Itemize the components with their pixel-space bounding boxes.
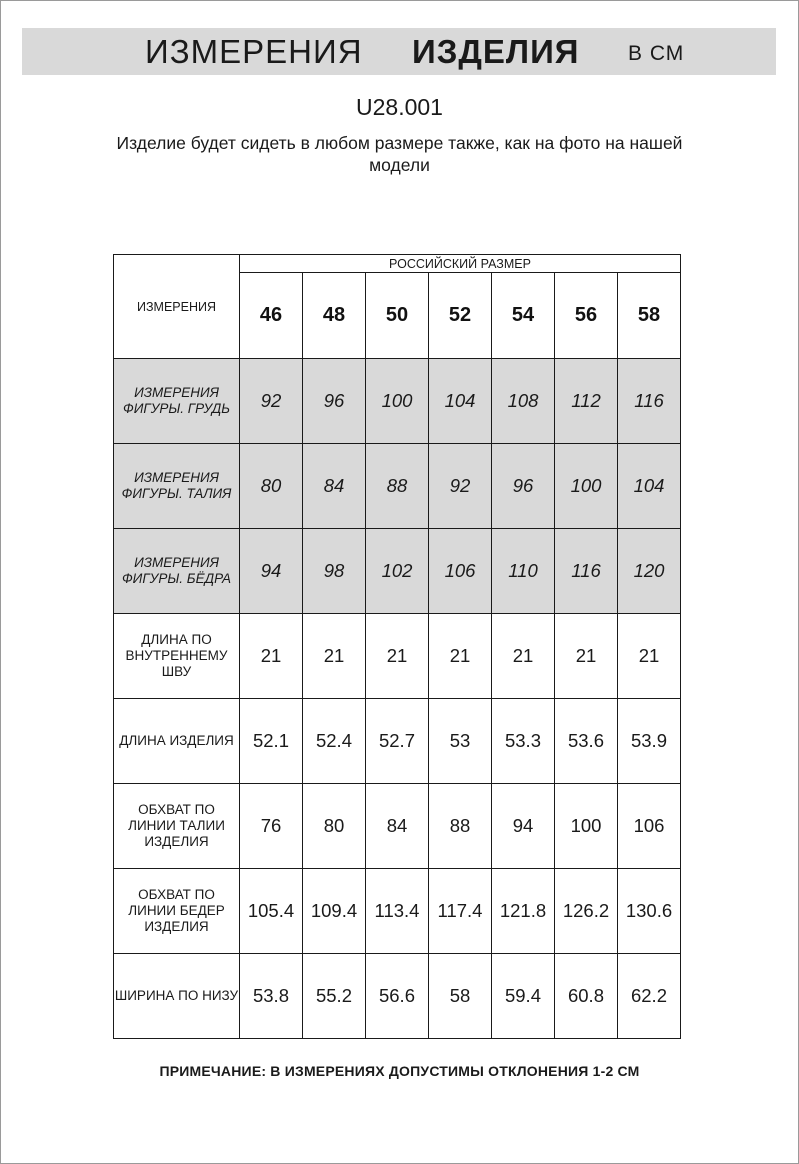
row-label: ИЗМЕРЕНИЯ ФИГУРЫ. БЁДРА <box>114 529 240 614</box>
table-cell: 100 <box>555 784 618 869</box>
table-cell: 116 <box>618 359 681 444</box>
table-cell: 56.6 <box>366 954 429 1039</box>
row-label: ИЗМЕРЕНИЯ ФИГУРЫ. ГРУДЬ <box>114 359 240 444</box>
header-unit: В СМ <box>628 42 685 65</box>
table-cell: 60.8 <box>555 954 618 1039</box>
table-cell: 116 <box>555 529 618 614</box>
table-cell: 80 <box>303 784 366 869</box>
table-cell: 120 <box>618 529 681 614</box>
size-header-cell: 54 <box>492 273 555 359</box>
table-cell: 108 <box>492 359 555 444</box>
table-cell: 84 <box>303 444 366 529</box>
row-label: ШИРИНА ПО НИЗУ <box>114 954 240 1039</box>
table-cell: 52.4 <box>303 699 366 784</box>
table-cell: 21 <box>366 614 429 699</box>
table-cell: 88 <box>429 784 492 869</box>
header-title-measurements: ИЗМЕРЕНИЯ <box>145 33 363 70</box>
table-cell: 53.6 <box>555 699 618 784</box>
table-row <box>114 614 681 699</box>
table-cell: 113.4 <box>366 869 429 954</box>
table-row <box>114 869 681 954</box>
table-cell: 59.4 <box>492 954 555 1039</box>
table-group-header-row <box>114 255 681 273</box>
table-cell: 98 <box>303 529 366 614</box>
table-cell: 92 <box>240 359 303 444</box>
table-cell: 88 <box>366 444 429 529</box>
table-row <box>114 359 681 444</box>
table-cell: 62.2 <box>618 954 681 1039</box>
table-row <box>114 444 681 529</box>
table-cell: 130.6 <box>618 869 681 954</box>
table-cell: 112 <box>555 359 618 444</box>
table-cell: 21 <box>240 614 303 699</box>
size-header-cell: 46 <box>240 273 303 359</box>
header-title-product: ИЗДЕЛИЯ <box>412 33 580 70</box>
table-cell: 100 <box>555 444 618 529</box>
table-cell: 52.1 <box>240 699 303 784</box>
table-cell: 117.4 <box>429 869 492 954</box>
article-number: U28.001 <box>356 94 443 120</box>
row-label: ДЛИНА ИЗДЕЛИЯ <box>114 699 240 784</box>
table-cell: 76 <box>240 784 303 869</box>
row-label: ОБХВАТ ПО ЛИНИИ БЕДЕР ИЗДЕЛИЯ <box>114 869 240 954</box>
row-label: ДЛИНА ПО ВНУТРЕННЕМУ ШВУ <box>114 614 240 699</box>
table-row <box>114 529 681 614</box>
table-cell: 53 <box>429 699 492 784</box>
row-label: ОБХВАТ ПО ЛИНИИ ТАЛИИ ИЗДЕЛИЯ <box>114 784 240 869</box>
size-header-cell: 58 <box>618 273 681 359</box>
tolerance-note: ПРИМЕЧАНИЕ: В ИЗМЕРЕНИЯХ ДОПУСТИМЫ ОТКЛОНЕНИЯ 1-2 СМ <box>159 1063 640 1079</box>
table-cell: 52.7 <box>366 699 429 784</box>
size-header-cell: 56 <box>555 273 618 359</box>
size-chart-table <box>113 254 681 1039</box>
table-cell: 53.3 <box>492 699 555 784</box>
table-cell: 105.4 <box>240 869 303 954</box>
table-cell: 58 <box>429 954 492 1039</box>
table-cell: 126.2 <box>555 869 618 954</box>
table-cell: 109.4 <box>303 869 366 954</box>
table-cell: 92 <box>429 444 492 529</box>
table-cell: 94 <box>492 784 555 869</box>
table-cell: 104 <box>429 359 492 444</box>
table-cell: 104 <box>618 444 681 529</box>
table-cell: 21 <box>303 614 366 699</box>
table-cell: 21 <box>492 614 555 699</box>
table-cell: 110 <box>492 529 555 614</box>
table-cell: 84 <box>366 784 429 869</box>
table-cell: 80 <box>240 444 303 529</box>
table-row <box>114 784 681 869</box>
table-cell: 121.8 <box>492 869 555 954</box>
fit-description: Изделие будет сидеть в любом размере также, как на фото на нашей модели <box>116 133 683 175</box>
corner-label: ИЗМЕРЕНИЯ <box>114 255 240 359</box>
table-cell: 21 <box>618 614 681 699</box>
table-cell: 96 <box>492 444 555 529</box>
table-row <box>114 954 681 1039</box>
table-cell: 106 <box>429 529 492 614</box>
size-header-cell: 50 <box>366 273 429 359</box>
group-label-russian-size: РОССИЙСКИЙ РАЗМЕР <box>240 255 681 273</box>
table-cell: 94 <box>240 529 303 614</box>
table-cell: 21 <box>429 614 492 699</box>
table-cell: 53.8 <box>240 954 303 1039</box>
table-cell: 21 <box>555 614 618 699</box>
size-header-cell: 48 <box>303 273 366 359</box>
table-cell: 55.2 <box>303 954 366 1039</box>
table-cell: 53.9 <box>618 699 681 784</box>
table-cell: 106 <box>618 784 681 869</box>
table-row <box>114 699 681 784</box>
table-cell: 96 <box>303 359 366 444</box>
row-label: ИЗМЕРЕНИЯ ФИГУРЫ. ТАЛИЯ <box>114 444 240 529</box>
table-cell: 100 <box>366 359 429 444</box>
size-header-cell: 52 <box>429 273 492 359</box>
table-cell: 102 <box>366 529 429 614</box>
